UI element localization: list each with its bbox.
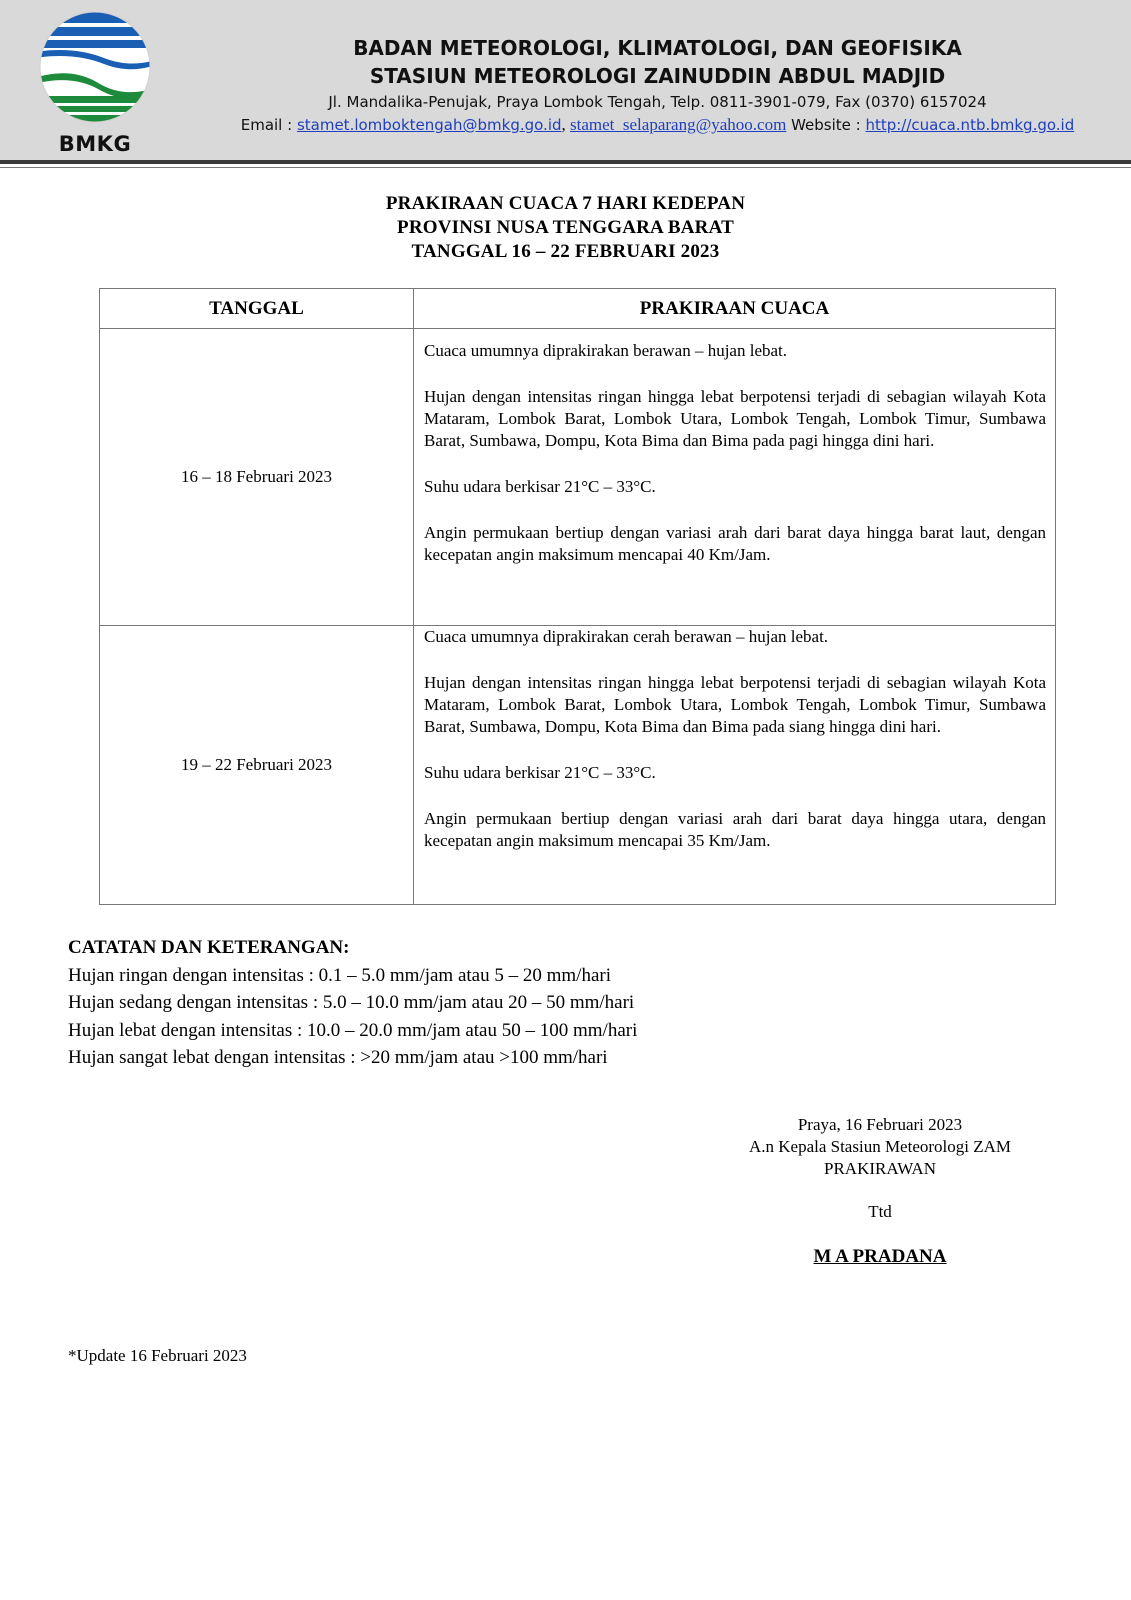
document-title: PRAKIRAAN CUACA 7 HARI KEDEPAN (385, 193, 746, 214)
notes-heading: CATATAN DAN KETERANGAN: (68, 937, 350, 958)
forecast-summary: Cuaca umumnya diprakirakan cerah berawan – hujan lebat. (424, 627, 829, 646)
forecast-cell (414, 626, 1056, 905)
logo-text: BMKG (58, 132, 132, 156)
email-link-secondary[interactable]: stamet_selaparang@yahoo.com (570, 115, 787, 134)
forecast-temperature: Suhu udara berkisar 21°C – 33°C. (424, 477, 656, 496)
signatory-name: M A PRADANA (813, 1246, 947, 1267)
signature-on-behalf: A.n Kepala Stasiun Meteorologi ZAM (748, 1137, 1012, 1156)
bmkg-logo (28, 12, 162, 158)
note-line: Hujan ringan dengan intensitas : 0.1 – 5.0 mm/jam atau 5 – 20 mm/hari (68, 964, 611, 986)
date-cell: 19 – 22 Februari 2023 (100, 626, 414, 905)
date-cell: 16 – 18 Februari 2023 (100, 329, 414, 626)
table-header-row (100, 289, 1056, 329)
table-row (100, 329, 1056, 626)
forecast-wind: Angin permukaan bertiup dengan variasi arah dari barat daya hingga barat laut, dengan kecepatan angin maksimum mencapai 40 Km/Jam. (424, 523, 1046, 564)
address-line: Jl. Mandalika-Penujak, Praya Lombok Tengah, Telp. 0811-3901-079, Fax (0370) 6157024 (328, 93, 987, 111)
note-line: Hujan lebat dengan intensitas : 10.0 – 20.0 mm/jam atau 50 – 100 mm/hari (68, 1019, 638, 1041)
note-line: Hujan sedang dengan intensitas : 5.0 – 10.0 mm/jam atau 20 – 50 mm/hari (68, 992, 635, 1013)
signature-position: PRAKIRAWAN (824, 1159, 936, 1178)
signature-name-wrap (700, 1246, 1060, 1268)
website-link[interactable]: http://cuaca.ntb.bmkg.go.id (865, 116, 1075, 134)
document-subtitle-province: PROVINSI NUSA TENGGARA BARAT (397, 217, 734, 238)
forecast-rain-detail: Hujan dengan intensitas ringan hingga lebat berpotensi terjadi di sebagian wilayah Kota Mataram, Lombok Barat, Lombok Utara, Lombok Tengah, Lombok Timur, Sumbawa Barat, Sumbawa, Dompu, Kota Bima dan Bima pada pagi hingga dini hari. (424, 387, 1046, 450)
bmkg-emblem-icon (34, 12, 156, 130)
notes-section (68, 934, 968, 1072)
forecast-temperature: Suhu udara berkisar 21°C – 33°C. (424, 763, 656, 782)
signature-signed: Ttd (868, 1202, 892, 1221)
forecast-cell (414, 329, 1056, 626)
note-line: Hujan sangat lebat dengan intensitas : >20 mm/jam atau >100 mm/hari (68, 1047, 608, 1068)
header-divider-thick (0, 160, 1131, 164)
letterhead (0, 0, 1131, 160)
forecast-rain-detail: Hujan dengan intensitas ringan hingga lebat berpotensi terjadi di sebagian wilayah Kota Mataram, Lombok Barat, Lombok Utara, Lombok Tengah, Lombok Timur, Sumbawa Barat, Sumbawa, Dompu, Kota Bima dan Bima pada siang hingga dini hari. (424, 673, 1046, 736)
forecast-wind: Angin permukaan bertiup dengan variasi arah dari barat daya hingga utara, dengan kecepatan angin maksimum mencapai 35 Km/Jam. (424, 809, 1046, 850)
contact-line (190, 115, 1125, 135)
column-header-forecast: PRAKIRAAN CUACA (414, 289, 1056, 329)
email-link-primary[interactable]: stamet.lomboktengah@bmkg.go.id (296, 116, 562, 134)
update-note: *Update 16 Februari 2023 (68, 1346, 247, 1365)
website-label: Website : (786, 116, 866, 134)
forecast-summary: Cuaca umumnya diprakirakan berawan – hujan lebat. (424, 341, 788, 360)
column-header-date: TANGGAL (100, 289, 414, 329)
document-subtitle-date: TANGGAL 16 – 22 FEBRUARI 2023 (411, 241, 720, 262)
forecast-table (99, 288, 1056, 905)
organization-name: BADAN METEOROLOGI, KLIMATOLOGI, DAN GEOFISIKA (353, 36, 962, 60)
table-row (100, 626, 1056, 905)
header-divider-thin (0, 167, 1131, 168)
email-label: Email : (240, 116, 297, 134)
signature-place-date: Praya, 16 Februari 2023 (797, 1115, 963, 1134)
email-separator: , (561, 115, 571, 134)
station-name: STASIUN METEOROLOGI ZAINUDDIN ABDUL MADJID (369, 64, 946, 88)
